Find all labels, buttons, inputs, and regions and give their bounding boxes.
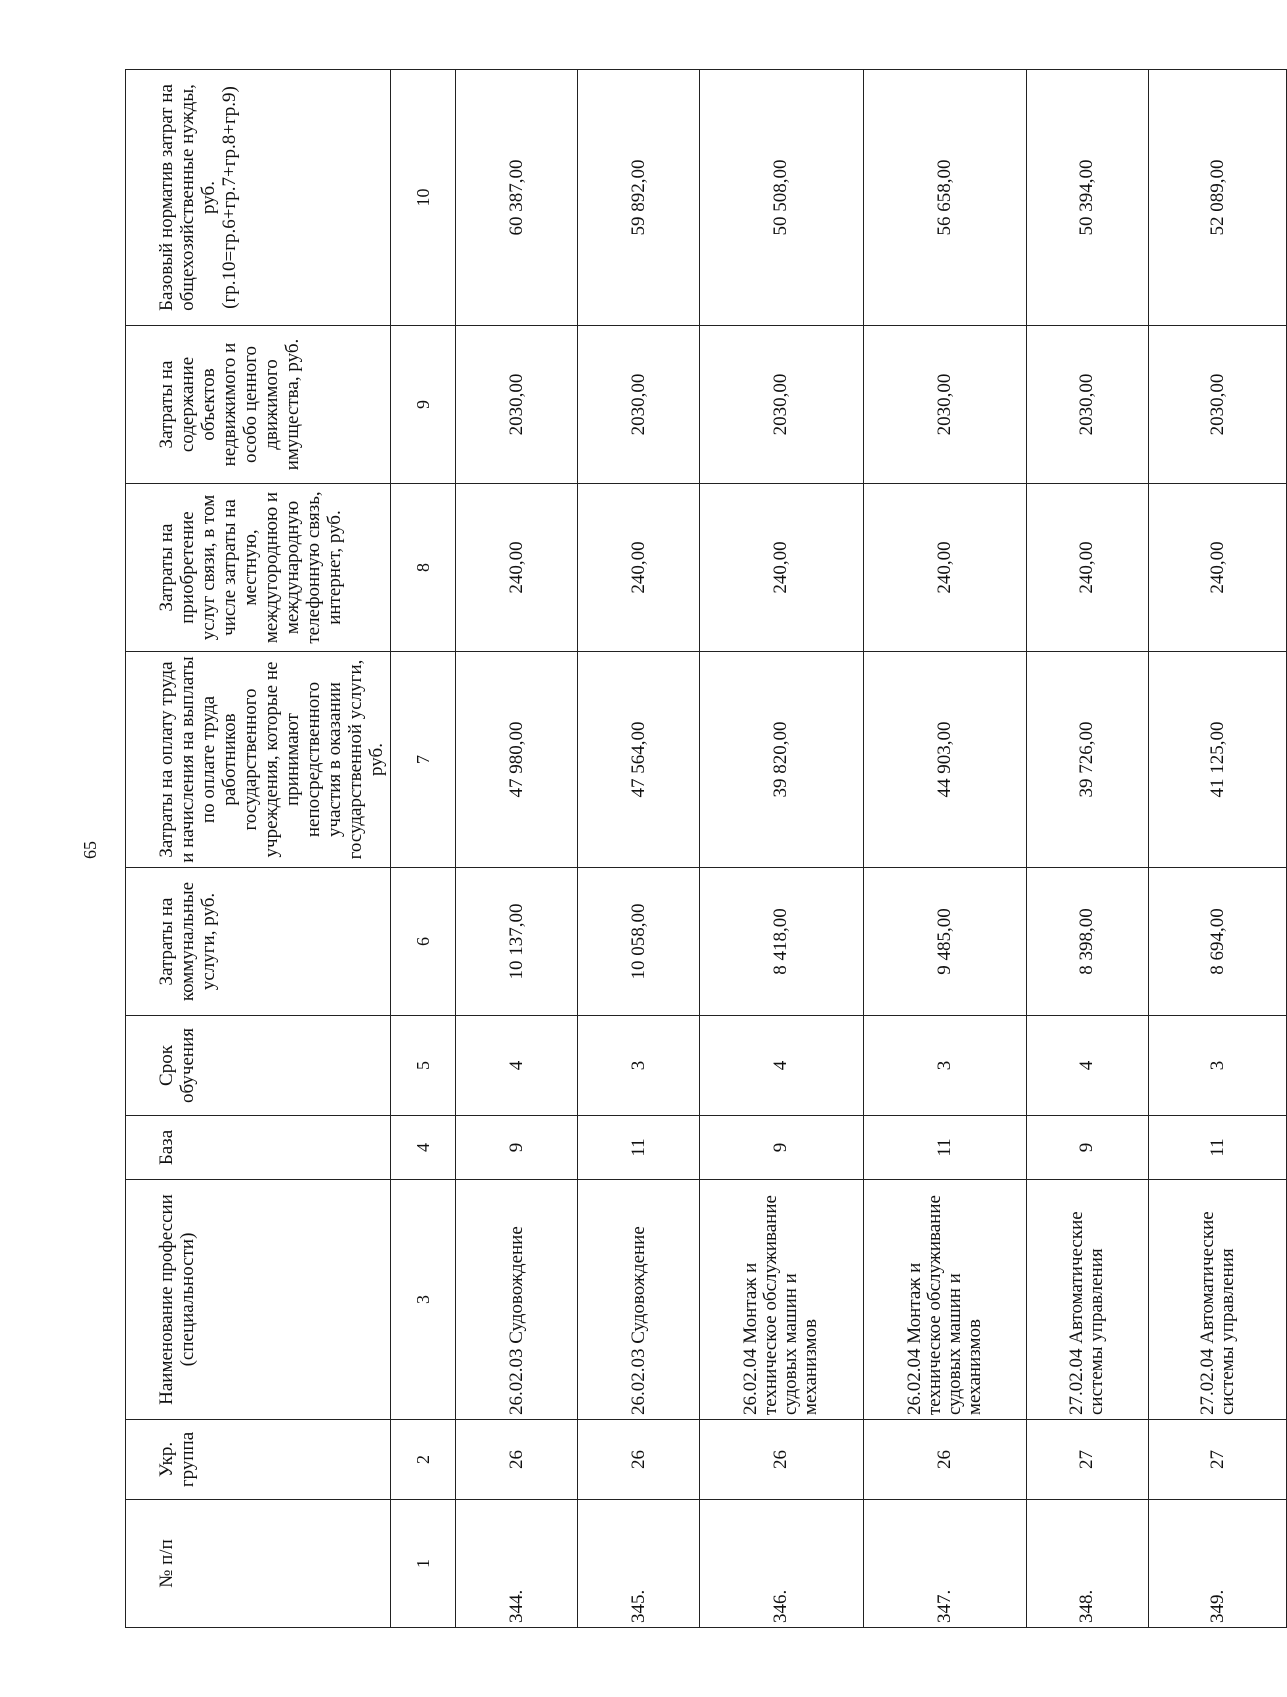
column-number-cell: 4: [391, 1116, 456, 1180]
profession-cell: 26.02.03 Судовождение: [456, 1180, 578, 1420]
property-cost-cell: 2030,00: [863, 326, 1026, 484]
profession-cell: 27.02.04 Автоматические системы управления: [1149, 1180, 1287, 1420]
header-cell: Наименование профессии (специальности): [126, 1180, 391, 1420]
property-cost-cell: 2030,00: [578, 326, 700, 484]
header-cell: Укр. группа: [126, 1420, 391, 1500]
base-cell: 11: [578, 1116, 700, 1180]
table-row: [456, 70, 578, 1628]
column-number-cell: 6: [391, 868, 456, 1016]
communication-cost-cell: 240,00: [1026, 484, 1148, 652]
profession-cell: 26.02.03 Судовождение: [578, 1180, 700, 1420]
study-term-cell: 4: [1026, 1016, 1148, 1116]
property-cost-cell: 2030,00: [700, 326, 863, 484]
header-cell: Затраты на коммунальные услуги, руб.: [126, 868, 391, 1016]
column-number-cell: 10: [391, 70, 456, 326]
property-cost-cell: 2030,00: [1026, 326, 1148, 484]
labor-cost-cell: 47 980,00: [456, 652, 578, 868]
column-number-cell: 3: [391, 1180, 456, 1420]
profession-cell: 27.02.04 Автоматические системы управления: [1026, 1180, 1148, 1420]
base-cell: 9: [700, 1116, 863, 1180]
profession-cell: 26.02.04 Монтаж и техническое обслуживание судовых машин и механизмов: [863, 1180, 1026, 1420]
table-row: [1149, 70, 1287, 1628]
utilities-cost-cell: 8 418,00: [700, 868, 863, 1016]
column-number-cell: 7: [391, 652, 456, 868]
row-number-cell: 348.: [1026, 1500, 1148, 1628]
header-cell: Затраты на приобретение услуг связи, в том числе затраты на местную, междугороднюю и международную телефонную связь, интернет, руб.: [126, 484, 391, 652]
base-norm-cell: 59 892,00: [578, 70, 700, 326]
labor-cost-cell: 39 726,00: [1026, 652, 1148, 868]
base-norm-cell: 60 387,00: [456, 70, 578, 326]
base-cell: 9: [456, 1116, 578, 1180]
page-number: 65: [80, 841, 100, 859]
column-number-cell: 2: [391, 1420, 456, 1500]
study-term-cell: 3: [863, 1016, 1026, 1116]
labor-cost-cell: 39 820,00: [700, 652, 863, 868]
header-cell: Затраты на содержание объектов недвижимого и особо ценного движимого имущества, руб.: [126, 326, 391, 484]
column-number-cell: 8: [391, 484, 456, 652]
column-number-row: [391, 70, 456, 1628]
header-cell: База: [126, 1116, 391, 1180]
column-number-cell: 9: [391, 326, 456, 484]
base-norm-cell: 56 658,00: [863, 70, 1026, 326]
utilities-cost-cell: 10 137,00: [456, 868, 578, 1016]
column-number-cell: 1: [391, 1500, 456, 1628]
study-term-cell: 4: [456, 1016, 578, 1116]
communication-cost-cell: 240,00: [863, 484, 1026, 652]
base-cell: 11: [863, 1116, 1026, 1180]
labor-cost-cell: 47 564,00: [578, 652, 700, 868]
header-cell: Затраты на оплату труда и начисления на выплаты по оплате труда работников государственного учреждения, которые не принимают непосредственного участия в оказании государственной услуги, руб.: [126, 652, 391, 868]
group-cell: 27: [1149, 1420, 1287, 1500]
study-term-cell: 3: [1149, 1016, 1287, 1116]
table-row: [1026, 70, 1148, 1628]
table-row: [863, 70, 1026, 1628]
group-cell: 27: [1026, 1420, 1148, 1500]
row-number-cell: 345.: [578, 1500, 700, 1628]
group-cell: 26: [578, 1420, 700, 1500]
table-row: [578, 70, 700, 1628]
base-cell: 9: [1026, 1116, 1148, 1180]
header-cell: Срок обучения: [126, 1016, 391, 1116]
row-number-cell: 347.: [863, 1500, 1026, 1628]
utilities-cost-cell: 10 058,00: [578, 868, 700, 1016]
communication-cost-cell: 240,00: [578, 484, 700, 652]
table-header-row: [126, 70, 391, 1628]
communication-cost-cell: 240,00: [456, 484, 578, 652]
row-number-cell: 349.: [1149, 1500, 1287, 1628]
column-number-cell: 5: [391, 1016, 456, 1116]
study-term-cell: 4: [700, 1016, 863, 1116]
base-cell: 11: [1149, 1116, 1287, 1180]
profession-cell: 26.02.04 Монтаж и техническое обслуживание судовых машин и механизмов: [700, 1180, 863, 1420]
group-cell: 26: [700, 1420, 863, 1500]
property-cost-cell: 2030,00: [456, 326, 578, 484]
communication-cost-cell: 240,00: [1149, 484, 1287, 652]
table-row: [700, 70, 863, 1628]
header-cell: Базовый норматив затрат на общехозяйственные нужды, руб. (гр.10=гр.6+гр.7+гр.8+гр.9): [126, 70, 391, 326]
group-cell: 26: [456, 1420, 578, 1500]
communication-cost-cell: 240,00: [700, 484, 863, 652]
utilities-cost-cell: 9 485,00: [863, 868, 1026, 1016]
labor-cost-cell: 41 125,00: [1149, 652, 1287, 868]
row-number-cell: 344.: [456, 1500, 578, 1628]
base-norm-cell: 50 394,00: [1026, 70, 1148, 326]
base-norm-cell: 52 089,00: [1149, 70, 1287, 326]
utilities-cost-cell: 8 694,00: [1149, 868, 1287, 1016]
property-cost-cell: 2030,00: [1149, 326, 1287, 484]
group-cell: 26: [863, 1420, 1026, 1500]
row-number-cell: 346.: [700, 1500, 863, 1628]
cost-norms-table: [125, 69, 1287, 1628]
base-norm-cell: 50 508,00: [700, 70, 863, 326]
header-cell: № п/п: [126, 1500, 391, 1628]
utilities-cost-cell: 8 398,00: [1026, 868, 1148, 1016]
study-term-cell: 3: [578, 1016, 700, 1116]
labor-cost-cell: 44 903,00: [863, 652, 1026, 868]
